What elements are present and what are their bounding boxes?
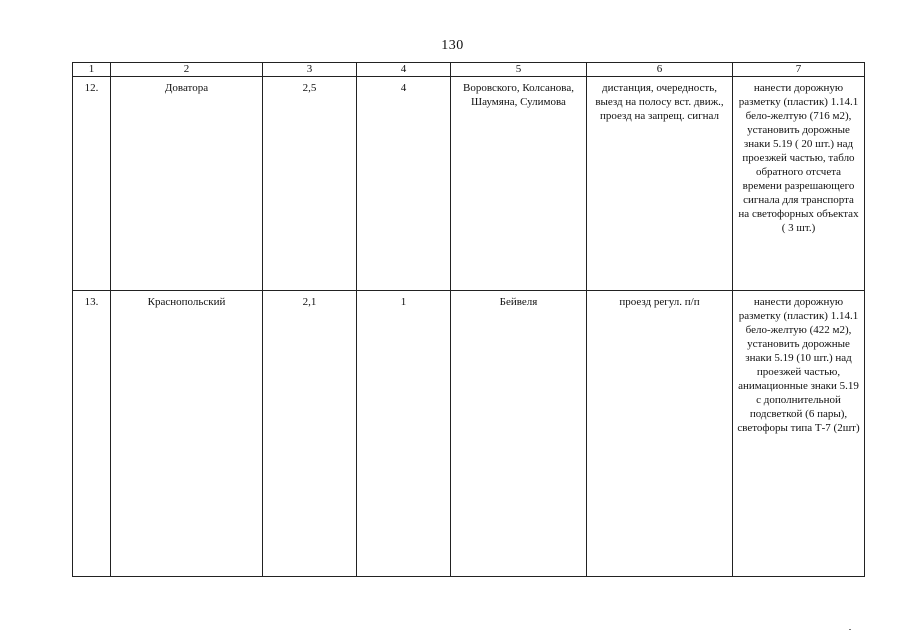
column-number-2: 2 [111,63,263,77]
table-row [73,77,865,291]
column-3-value: 2,1 [263,291,357,577]
cross-streets: Воровского, Колсанова, Шаумяна, Сулимова [451,77,587,291]
measures: нанести дорожную разметку (пластик) 1.14.1 бело-желтую (716 м2), установить дорожные знаки 5.19 ( 20 шт.) над проезжей частью, табло обратного отсчета времени разрешающего сигнала для транспорта на светофорных объектах ( 3 шт.) [733,77,865,291]
violations: проезд регул. п/п [587,291,733,577]
column-4-value: 4 [357,77,451,291]
column-4-value: 1 [357,291,451,577]
column-number-3: 3 [263,63,357,77]
violations: дистанция, очередность, выезд на полосу вст. движ., проезд на запрещ. сигнал [587,77,733,291]
column-number-1: 1 [73,63,111,77]
column-3-value: 2,5 [263,77,357,291]
cross-streets: Бейвеля [451,291,587,577]
measures-table [72,62,865,577]
column-number-4: 4 [357,63,451,77]
column-numbers-row [73,63,865,77]
row-number: 12. [73,77,111,291]
scan-speck [849,629,851,630]
row-number: 13. [73,291,111,577]
table-row [73,291,865,577]
page-number: 130 [441,38,464,53]
column-number-5: 5 [451,63,587,77]
column-number-6: 6 [587,63,733,77]
measures: нанести дорожную разметку (пластик) 1.14.1 бело-желтую (422 м2), установить дорожные знаки 5.19 (10 шт.) над проезжей частью, анимационные знаки 5.19 с дополнительной подсветкой (6 пары), светофоры типа Т-7 (2шт) [733,291,865,577]
street-name: Краснопольский [111,291,263,577]
street-name: Доватора [111,77,263,291]
column-number-7: 7 [733,63,865,77]
